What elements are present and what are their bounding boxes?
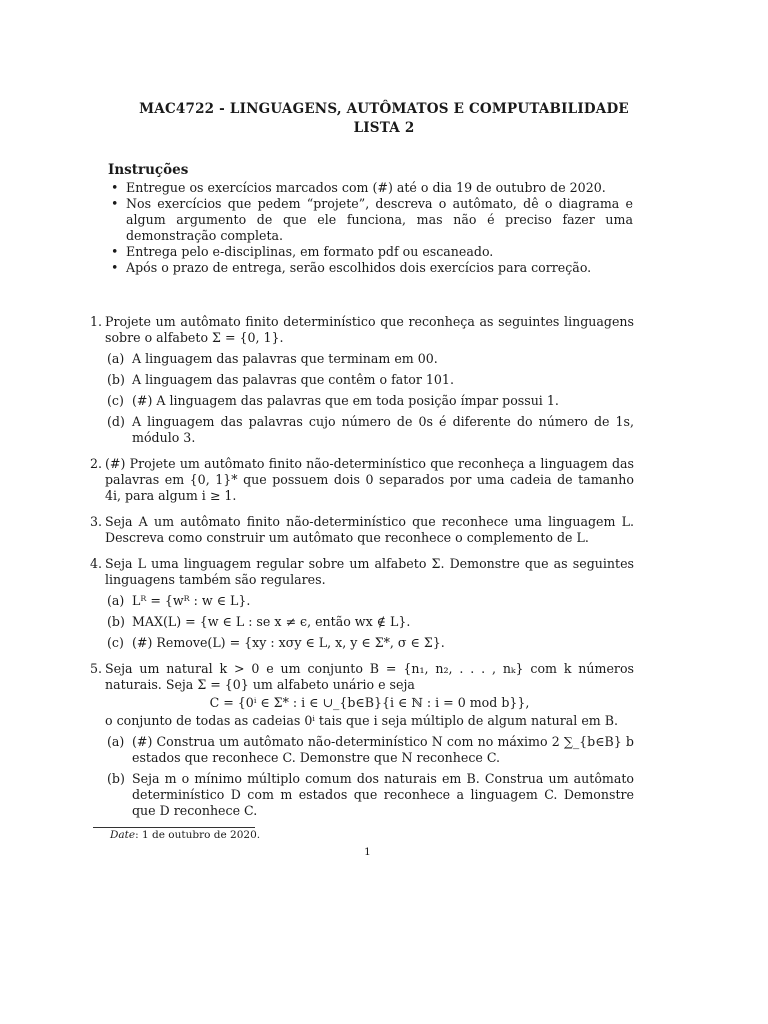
instruction-item: • Após o prazo de entrega, serão escolhidos dois exercícios para correção. xyxy=(111,260,592,275)
exercise-parts xyxy=(105,734,634,819)
exercise-list xyxy=(86,314,634,829)
page-number: 1 xyxy=(364,846,371,858)
footnote-text: : 1 de outubro de 2020. xyxy=(135,829,261,841)
exercise-parts xyxy=(105,593,634,651)
bullet-icon: • xyxy=(111,260,119,275)
instruction-item: • Entrega pelo e-disciplinas, em formato pdf ou escaneado. xyxy=(111,244,494,259)
exercise-part: (a) (#) Construa um autômato não-determinístico N com no máximo 2 ∑_{b∈B} b estados que reconhece C. Demonstre que N reconhece C. xyxy=(107,734,634,765)
display-equation: C = {0ⁱ ∈ Σ* : i ∈ ∪_{b∈B}{i ∈ ℕ : i = 0 mod b}}, xyxy=(209,695,530,710)
exercise-part: (c) (#) A linguagem das palavras que em toda posição ímpar possui 1. xyxy=(107,393,559,408)
exercise-statement: Seja um natural k > 0 e um conjunto B = {n₁, n₂, . . . , nₖ} com k números naturais. Seja Σ = {0} um alfabeto unário e seja xyxy=(105,661,634,692)
bullet-icon: • xyxy=(111,244,119,259)
exercise-part: (b) A linguagem das palavras que contêm o fator 101. xyxy=(107,372,454,387)
instruction-item: • Nos exercícios que pedem “projete”, descreva o autômato, dê o diagrama e algum argumento de que ele funciona, mas não é preciso fazer uma demonstração completa. xyxy=(111,196,633,243)
exercise-3 xyxy=(86,514,634,546)
exercise-statement: Seja L uma linguagem regular sobre um alfabeto Σ. Demonstre que as seguintes linguagens também são regulares. xyxy=(105,556,634,587)
exercise-statement: Projete um autômato finito determinístico que reconheça as seguintes linguagens sobre o alfabeto Σ = {0, 1}. xyxy=(105,314,634,345)
exercise-part: (a) A linguagem das palavras que terminam em 00. xyxy=(107,351,438,366)
bullet-icon: • xyxy=(111,196,119,211)
exercise-statement-continued: o conjunto de todas as cadeias 0ⁱ tais que i seja múltiplo de algum natural em B. xyxy=(105,713,618,728)
exercise-parts xyxy=(105,351,634,446)
footnote xyxy=(110,829,260,841)
exercise-part: (b) Seja m o mínimo múltiplo comum dos naturais em B. Construa um autômato determinístico D com m estados que reconhece a linguagem C. Demonstre que D reconhece C. xyxy=(107,771,634,818)
exercise-statement: (#) Projete um autômato finito não-determinístico que reconheça a linguagem das palavras em {0, 1}* que possuem dois 0 separados por uma cadeia de tamanho 4i, para algum i ≥ 1. xyxy=(105,456,634,503)
exercise-1 xyxy=(86,314,634,446)
exercise-number: 3. xyxy=(90,514,103,529)
list-title: LISTA 2 xyxy=(353,120,415,136)
exercise-part: (b) MAX(L) = {w ∈ L : se x ≠ ϵ, então wx ∉ L}. xyxy=(107,614,411,629)
exercise-number: 1. xyxy=(90,314,103,329)
instructions-list xyxy=(108,180,633,276)
exercise-5 xyxy=(86,661,634,819)
footnote-rule xyxy=(93,827,255,828)
bullet-icon: • xyxy=(111,180,119,195)
exercise-part: (d) A linguagem das palavras cujo número de 0s é diferente do número de 1s, módulo 3. xyxy=(107,414,634,445)
exercise-number: 5. xyxy=(90,661,103,676)
course-title: MAC4722 - LINGUAGENS, AUTÔMATOS E COMPUTABILIDADE xyxy=(139,101,629,117)
instructions-heading: Instruções xyxy=(108,162,189,178)
exercise-number: 2. xyxy=(90,456,103,471)
exercise-part: (c) (#) Remove(L) = {xy : xσy ∈ L, x, y ∈ Σ*, σ ∈ Σ}. xyxy=(107,635,445,650)
exercise-2 xyxy=(86,456,634,504)
footnote-label: Date xyxy=(110,829,136,841)
exercise-number: 4. xyxy=(90,556,103,571)
exercise-part: (a) Lᴿ = {wᴿ : w ∈ L}. xyxy=(107,593,251,608)
exercise-statement: Seja A um autômato finito não-determinístico que reconhece uma linguagem L. Descreva como construir um autômato que reconhece o complemento de L. xyxy=(105,514,634,545)
instruction-item: • Entregue os exercícios marcados com (#) até o dia 19 de outubro de 2020. xyxy=(111,180,606,195)
exercise-4 xyxy=(86,556,634,651)
